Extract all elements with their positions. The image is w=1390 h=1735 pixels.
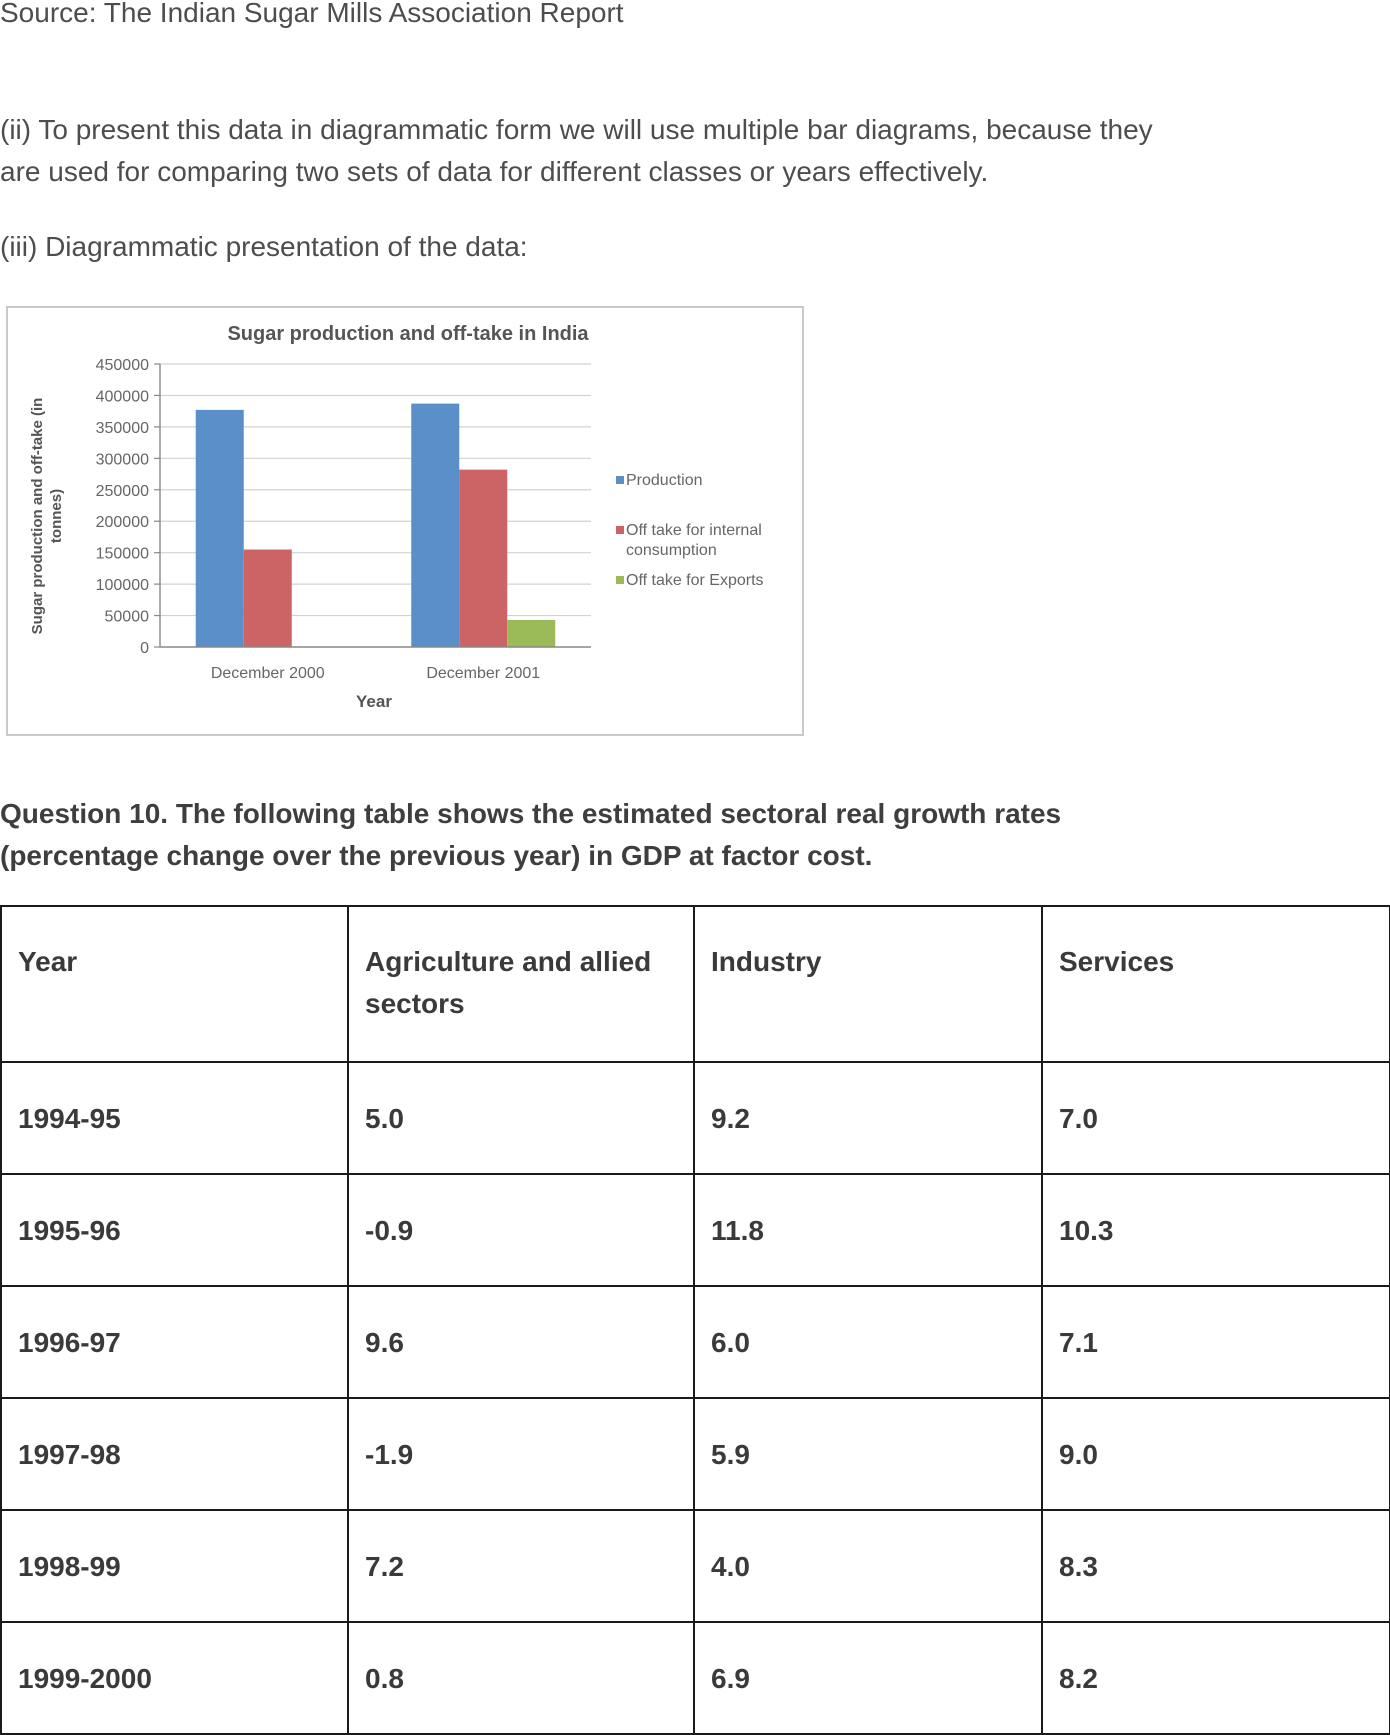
cell-agriculture: -0.9 [348,1174,694,1286]
header-agriculture-line-2: sectors [365,988,465,1019]
legend-swatch-exports [616,576,624,584]
header-services: Services [1042,906,1390,1062]
y-axis-label-line-1: Sugar production and off-take (in [29,397,46,635]
y-tick-label: 250000 [95,482,149,500]
cell-services: 8.2 [1042,1622,1390,1734]
cell-industry: 9.2 [694,1062,1042,1174]
legend-swatch-internal [616,526,624,534]
cell-services: 7.0 [1042,1062,1390,1174]
y-axis-label-line-2: tonnes) [48,488,65,544]
bar-production-december-2001 [411,404,459,647]
y-tick-label: 150000 [95,545,149,563]
y-tick-label: 0 [140,640,149,657]
cell-industry: 11.8 [694,1174,1042,1286]
cell-services: 8.3 [1042,1510,1390,1622]
para-ii-line-2: are used for comparing two sets of data for different classes or years effectively. [0,156,989,187]
question-10-line-2: (percentage change over the previous year) in GDP at factor cost. [0,840,873,871]
y-tick-label: 350000 [95,419,149,437]
header-agriculture [348,906,694,1062]
legend [616,472,764,589]
cell-year: 1999-2000 [1,1622,348,1734]
table-row [1,1286,1390,1398]
table-row [1,1062,1390,1174]
x-axis-label: Year [356,692,392,711]
cell-services: 7.1 [1042,1286,1390,1398]
bar-off-take-for-internal-consumption-december-2000 [244,550,292,647]
cell-agriculture: 7.2 [348,1510,694,1622]
chart-svg [8,308,806,738]
table-row [1,1174,1390,1286]
cell-year: 1994-95 [1,1062,348,1174]
para-ii-line-1: (ii) To present this data in diagrammatic form we will use multiple bar diagrams, because they [0,114,1153,145]
table-header-row [1,906,1390,1062]
table-row [1,1622,1390,1734]
question-10-line-1: Question 10. The following table shows the estimated sectoral real growth rates [0,798,1062,829]
y-tick-label: 400000 [95,388,149,406]
header-industry: Industry [694,906,1042,1062]
legend-swatch-production [616,476,624,484]
chart-title: Sugar production and off-take in India [227,323,589,345]
bar-off-take-for-exports-december-2001 [507,620,555,647]
y-tick-label: 300000 [95,451,149,469]
bar-off-take-for-internal-consumption-december-2001 [459,470,507,647]
growth-rate-table [0,905,1390,1735]
bar-production-december-2000 [196,410,244,647]
cell-services: 10.3 [1042,1174,1390,1286]
cell-industry: 6.0 [694,1286,1042,1398]
cell-year: 1995-96 [1,1174,348,1286]
cell-agriculture: -1.9 [348,1398,694,1510]
cell-year: 1997-98 [1,1398,348,1510]
legend-label-internal-line-1: Off take for internal [626,522,762,539]
cell-services: 9.0 [1042,1398,1390,1510]
y-tick-label: 100000 [95,577,149,595]
x-tick-label: December 2001 [426,665,541,682]
x-tick-label: December 2000 [210,665,325,682]
legend-label-production: Production [626,472,703,489]
cell-year: 1998-99 [1,1510,348,1622]
para-iii: (iii) Diagrammatic presentation of the data: [0,231,528,262]
legend-label-exports: Off take for Exports [626,572,764,589]
bar-chart [6,306,804,736]
cell-industry: 4.0 [694,1510,1042,1622]
y-tick-label: 450000 [95,357,149,374]
cell-industry: 5.9 [694,1398,1042,1510]
table-row [1,1398,1390,1510]
y-tick-label: 200000 [95,514,149,532]
table-row [1,1510,1390,1622]
cell-agriculture: 9.6 [348,1286,694,1398]
header-agriculture-line-1: Agriculture and allied [365,946,652,977]
cell-industry: 6.9 [694,1622,1042,1734]
legend-label-internal-line-2: consumption [626,542,717,559]
source-line: Source: The Indian Sugar Mills Association Report [0,0,624,28]
header-year: Year [1,906,348,1062]
cell-agriculture: 0.8 [348,1622,694,1734]
cell-year: 1996-97 [1,1286,348,1398]
cell-agriculture: 5.0 [348,1062,694,1174]
y-tick-label: 50000 [104,608,149,626]
